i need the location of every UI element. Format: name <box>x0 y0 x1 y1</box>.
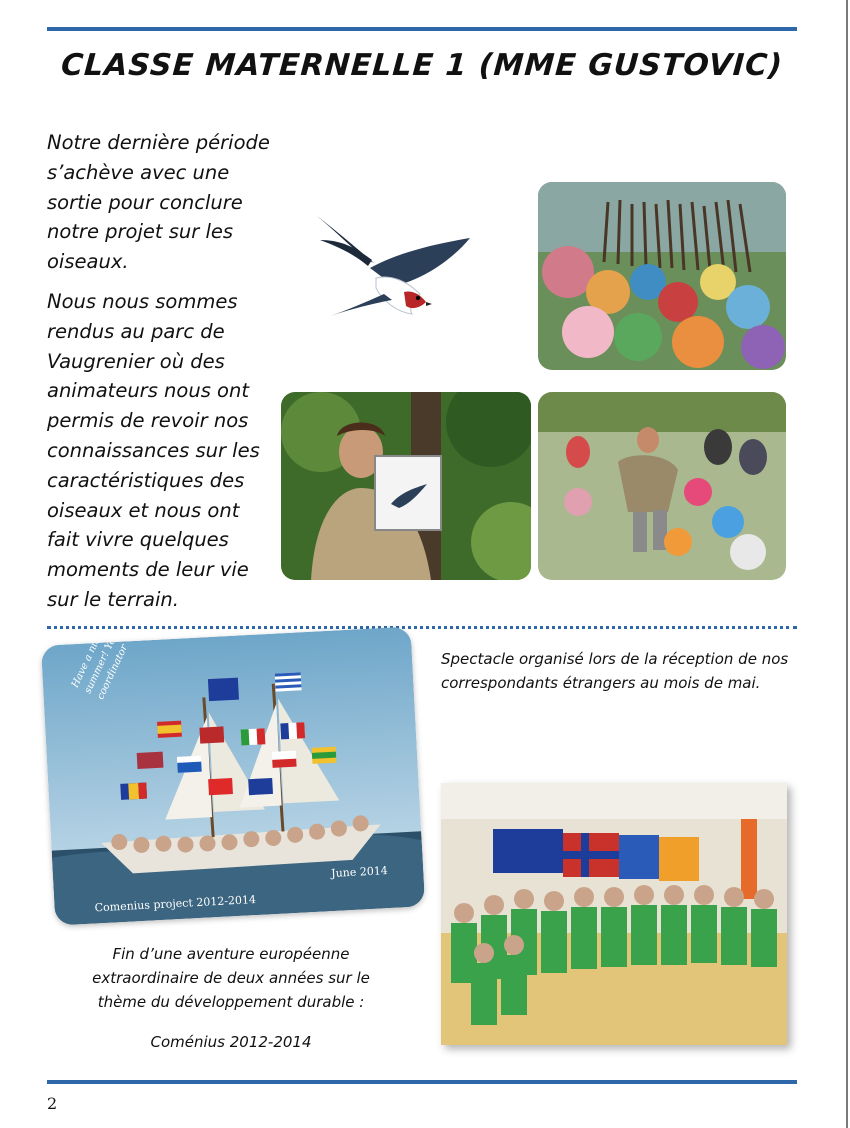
poster-project: Comenius project 2012-2014 <box>94 892 257 915</box>
photo-children-grass <box>538 392 786 580</box>
page-number: 2 <box>47 1094 58 1113</box>
caption-comenius: Coménius 2012-2014 <box>150 1033 312 1051</box>
bottom-rule <box>47 1080 797 1084</box>
comenius-poster <box>41 627 425 926</box>
photo-children-pond <box>538 182 786 370</box>
page-title: CLASSE MATERNELLE 1 (MME GUSTOVIC) <box>59 48 785 83</box>
section-divider <box>47 626 797 629</box>
photo-animator-card <box>281 392 531 580</box>
swallow-illustration <box>312 208 472 323</box>
intro-text <box>47 128 275 625</box>
caption-fin-aventure: Fin d’une aventure européenne extraordinaire de deux années sur le thème du développement durable : <box>92 945 370 1011</box>
photo-children-green-shirts <box>441 783 787 1045</box>
poster-date: June 2014 <box>330 864 389 880</box>
top-rule <box>47 27 797 31</box>
poster-handwritten-note: Have a nice summer! Your coordinator <box>69 626 131 702</box>
intro-paragraph-1: Notre dernière période s’achève avec une sortie pour conclure notre projet sur les oiseaux. <box>47 131 270 274</box>
caption-spectacle: Spectacle organisé lors de la réception de nos correspondants étrangers au mois de mai. <box>441 650 789 692</box>
page-edge <box>846 0 848 1128</box>
intro-paragraph-2: Nous nous sommes rendus au parc de Vaugrenier où des animateurs nous ont permis de revoir nos connaissances sur les caractéristiques des oiseaux et nous ont fait vivre quelques moments de leur vie sur le terrain. <box>47 289 260 611</box>
